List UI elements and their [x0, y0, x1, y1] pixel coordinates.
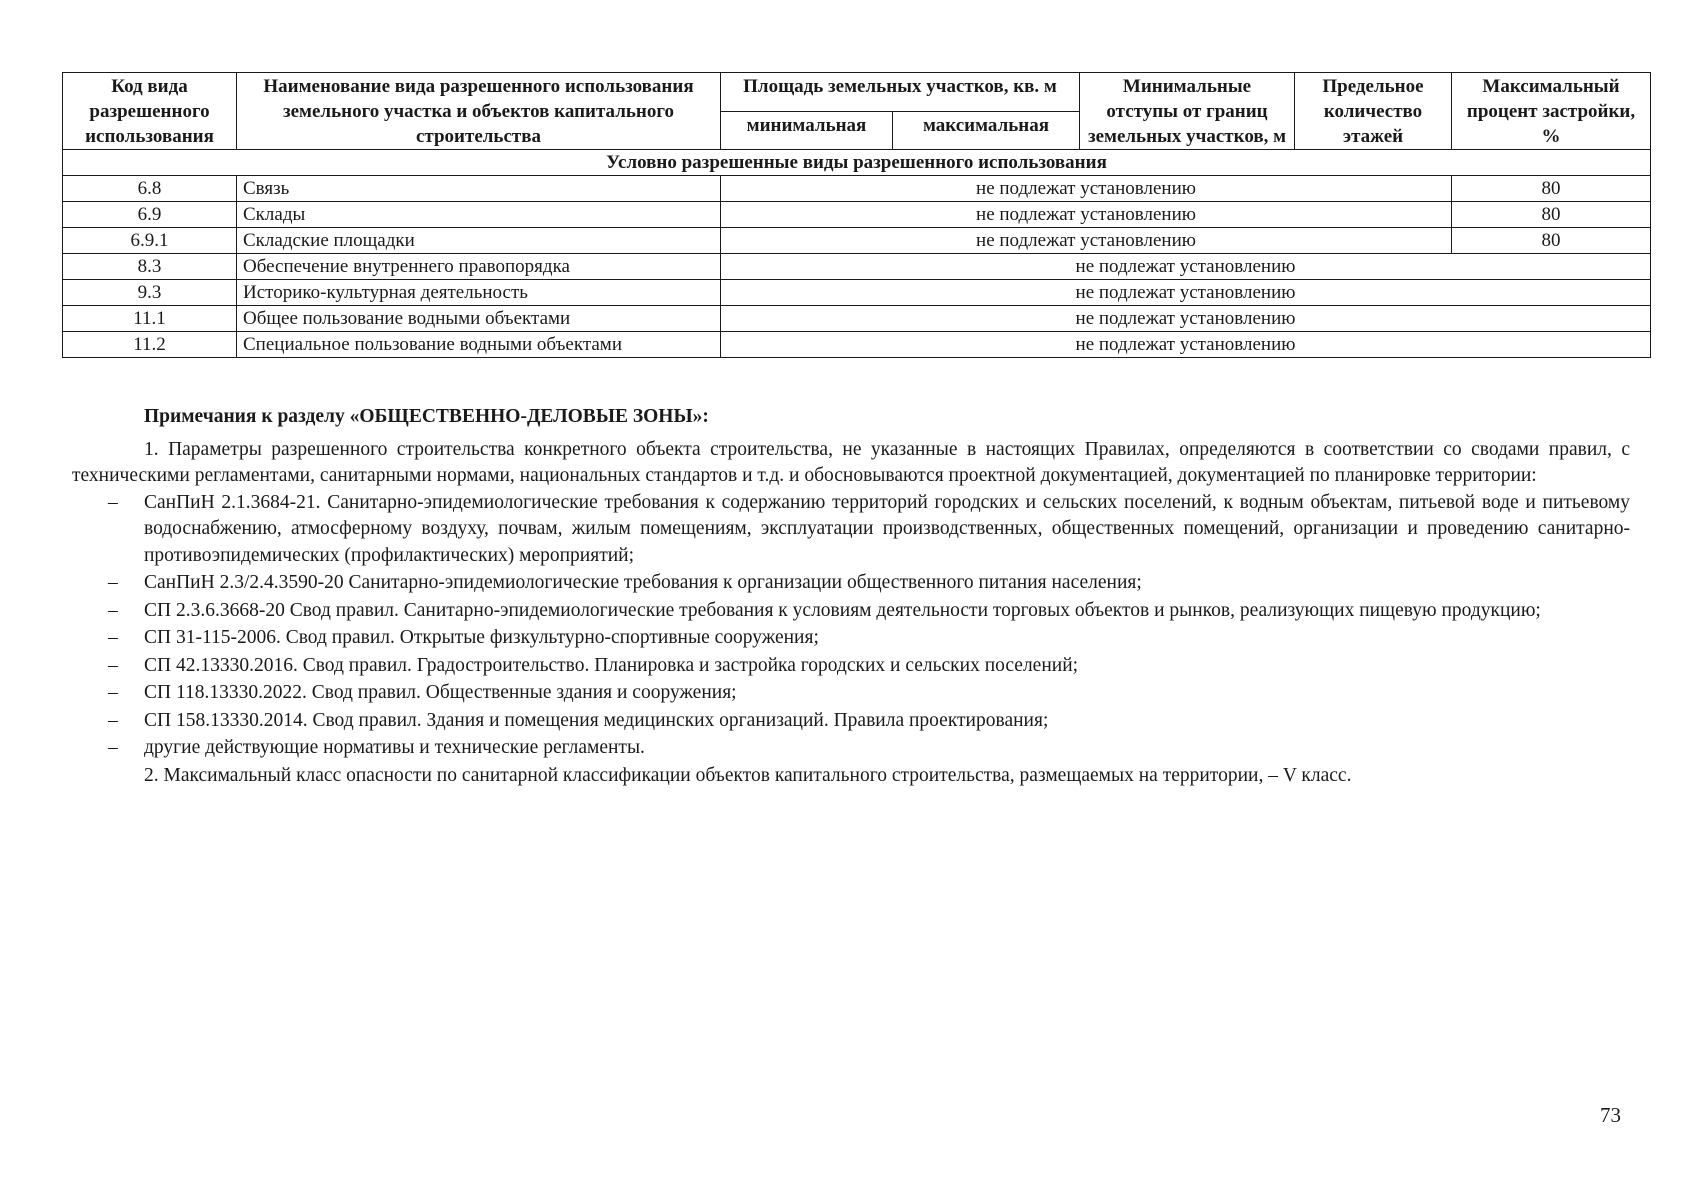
list-item	[72, 570, 1630, 597]
row-name: Связь	[237, 176, 721, 202]
list-item-text: СП 118.13330.2022. Свод правил. Общественные здания и сооружения;	[144, 682, 737, 703]
list-item	[72, 708, 1630, 735]
list-item	[72, 490, 1630, 570]
note-paragraph-2: 2. Максимальный класс опасности по санитарной классификации объектов капитального строительства, размещаемых на территории, – V класс.	[144, 764, 1352, 786]
row-coverage: 80	[1452, 176, 1651, 202]
list-item-text: СП 42.13330.2016. Свод правил. Градостроительство. Планировка и застройка городских и сельских поселений;	[144, 654, 1079, 676]
table-row	[63, 202, 1651, 228]
table-row	[63, 280, 1651, 306]
row-params: не подлежат установлению	[721, 332, 1651, 358]
table-row	[63, 254, 1651, 280]
list-item	[72, 625, 1630, 652]
section-row	[63, 150, 1651, 176]
list-item-text: СП 158.13330.2014. Свод правил. Здания и помещения медицинских организаций. Правила проектирования;	[144, 709, 1049, 731]
list-item-text: СанПиН 2.1.3684-21. Санитарно-эпидемиологические требования к содержанию территорий городских и сельских поселений, к водным объектам, питьевой воде и питьевому водоснабжению, атмосферному воздуху, почвам, жилым помещениям, эксплуатации производственных, общественных помещений, организации и проведению санитарно-противоэпидемических (профилактических) мероприятий;	[144, 491, 1630, 566]
table-row	[63, 176, 1651, 202]
row-code: 9.3	[63, 280, 237, 306]
dash-bullet: –	[108, 709, 118, 731]
note-paragraph-1: 1. Параметры разрешенного строительства конкретного объекта строительства, не указанные в настоящих Правилах, определяются в соответствии со сводами правил, с техническими регламентами, санитарными нормами, национальных стандартов и т.д. и обосновываются проектной документацией, документацией по планировке территории:	[72, 438, 1630, 486]
header-area: Площадь земельных участков, кв. м	[721, 73, 1080, 112]
list-item-text: другие действующие нормативы и технические регламенты.	[144, 737, 645, 758]
row-name: Специальное пользование водными объектами	[237, 332, 721, 358]
row-params: не подлежат установлению	[721, 280, 1651, 306]
header-row-1	[63, 73, 1651, 112]
table-row	[63, 332, 1651, 358]
header-name: Наименование вида разрешенного использования земельного участка и объектов капитального строительства	[237, 73, 721, 150]
row-params: не подлежат установлению	[721, 228, 1452, 254]
row-code: 11.1	[63, 306, 237, 332]
header-area-max: максимальная	[893, 111, 1080, 150]
list-item-text: СП 31-115-2006. Свод правил. Открытые физкультурно-спортивные сооружения;	[144, 627, 819, 648]
page-number: 73	[1600, 1103, 1621, 1127]
list-item	[72, 680, 1630, 707]
row-code: 6.8	[63, 176, 237, 202]
land-use-table	[62, 72, 1651, 358]
row-code: 8.3	[63, 254, 237, 280]
dash-bullet: –	[108, 627, 118, 648]
list-item-text: СП 2.3.6.3668-20 Свод правил. Санитарно-эпидемиологические требования к условиям деятельности торговых объектов и рынков, реализующих пищевую продукцию;	[144, 599, 1541, 621]
header-floors: Предельное количество этажей	[1295, 73, 1452, 150]
header-code: Код вида разрешенного использования	[63, 73, 237, 150]
dash-bullet: –	[108, 599, 118, 621]
header-coverage: Максимальный процент застройки, %	[1452, 73, 1651, 150]
row-name: Склады	[237, 202, 721, 228]
row-params: не подлежат установлению	[721, 202, 1452, 228]
row-name: Общее пользование водными объектами	[237, 306, 721, 332]
row-coverage: 80	[1452, 228, 1651, 254]
regulations-list	[72, 490, 1630, 762]
notes-section	[72, 404, 1630, 789]
dash-bullet: –	[108, 737, 118, 758]
section-title: Условно разрешенные виды разрешенного использования	[63, 150, 1651, 176]
header-area-min: минимальная	[721, 111, 893, 150]
dash-bullet: –	[108, 491, 118, 513]
dash-bullet: –	[108, 682, 118, 703]
header-setbacks: Минимальные отступы от границ земельных участков, м	[1080, 73, 1295, 150]
row-params: не подлежат установлению	[721, 306, 1651, 332]
dash-bullet: –	[108, 572, 118, 593]
list-item	[72, 735, 1630, 762]
table-row	[63, 228, 1651, 254]
row-code: 11.2	[63, 332, 237, 358]
list-item	[72, 598, 1630, 625]
row-coverage: 80	[1452, 202, 1651, 228]
notes-title: Примечания к разделу «ОБЩЕСТВЕННО-ДЕЛОВЫЕ ЗОНЫ»:	[144, 406, 709, 427]
row-params: не подлежат установлению	[721, 254, 1651, 280]
list-item	[72, 653, 1630, 680]
row-params: не подлежат установлению	[721, 176, 1452, 202]
table-row	[63, 306, 1651, 332]
row-name: Историко-культурная деятельность	[237, 280, 721, 306]
row-code: 6.9.1	[63, 228, 237, 254]
list-item-text: СанПиН 2.3/2.4.3590-20 Санитарно-эпидемиологические требования к организации общественного питания населения;	[144, 572, 1142, 593]
row-name: Обеспечение внутреннего правопорядка	[237, 254, 721, 280]
row-code: 6.9	[63, 202, 237, 228]
dash-bullet: –	[108, 654, 118, 676]
row-name: Складские площадки	[237, 228, 721, 254]
